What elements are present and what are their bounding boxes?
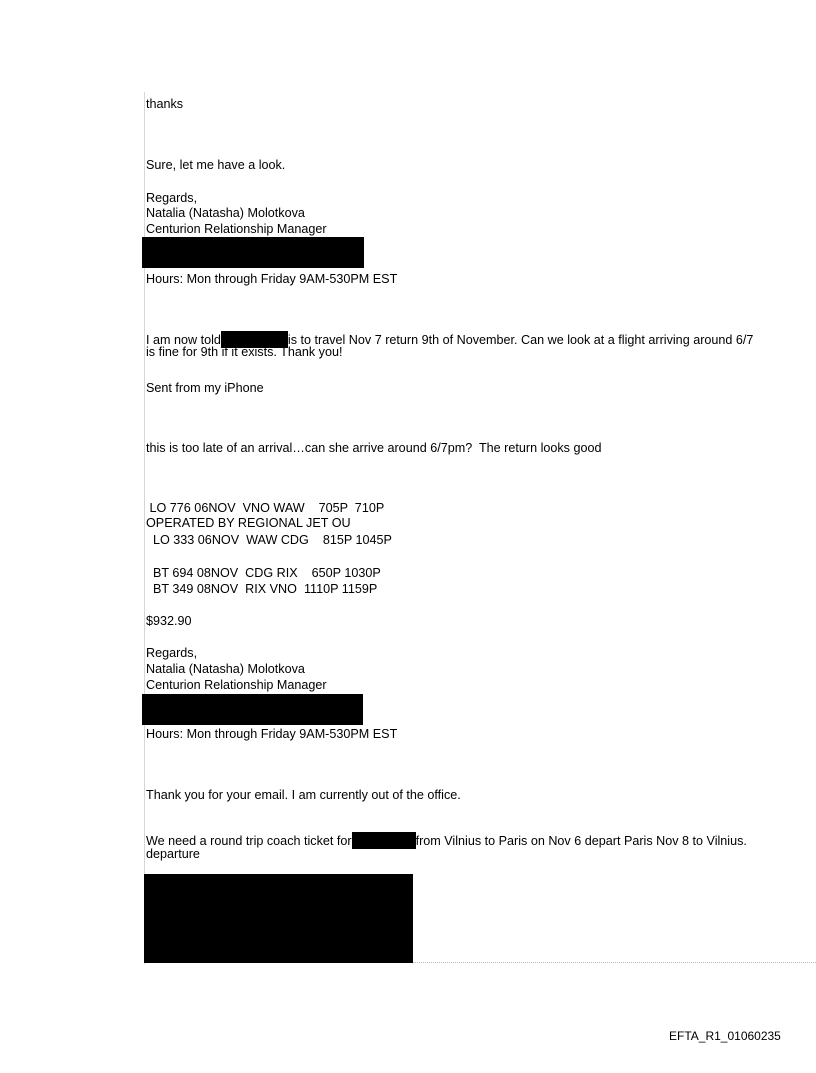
request-travel-pre: I am now told [146, 333, 221, 347]
quote-rule [144, 92, 145, 964]
request-travel-post: is to travel Nov 7 return 9th of November. Can we look at a flight arriving around 6/7 [287, 333, 754, 347]
signature-name: Natalia (Natasha) Molotkova [146, 206, 305, 220]
redaction-box-large [144, 874, 413, 963]
dotted-separator [413, 962, 816, 963]
signature-name: Natalia (Natasha) Molotkova [146, 662, 305, 676]
out-of-office-reply: Thank you for your email. I am currently out of the office. [146, 788, 461, 802]
reply-too-late: this is too late of an arrival…can she arrive around 6/7pm? The return looks good [146, 441, 602, 455]
fare-price: $932.90 [146, 614, 192, 628]
request-ticket-post: from Vilnius to Paris on Nov 6 depart Paris Nov 8 to Vilnius. [415, 834, 747, 848]
signature-regards: Regards, [146, 646, 198, 660]
itinerary-line: LO 776 06NOV VNO WAW 705P 710P [146, 501, 385, 515]
redaction-inline [352, 832, 416, 849]
sent-from-iphone: Sent from my iPhone [146, 381, 264, 395]
signature-hours: Hours: Mon through Friday 9AM-530PM EST [146, 727, 398, 741]
itinerary-line: LO 333 06NOV WAW CDG 815P 1045P [146, 533, 392, 547]
signature-regards: Regards, [146, 191, 198, 205]
request-ticket-line [146, 832, 747, 849]
signature-title: Centurion Relationship Manager [146, 678, 327, 692]
itinerary-line: BT 349 08NOV RIX VNO 1110P 1159P [146, 582, 378, 596]
redaction-box [142, 694, 363, 725]
itinerary-line: BT 694 08NOV CDG RIX 650P 1030P [146, 566, 381, 580]
reply-thanks: thanks [146, 97, 184, 111]
request-travel-line2: is fine for 9th if it exists. Thank you! [146, 345, 343, 359]
redaction-box [142, 237, 364, 268]
itinerary-line: OPERATED BY REGIONAL JET OU [146, 516, 351, 530]
request-ticket-pre: We need a round trip coach ticket for [146, 834, 352, 848]
signature-hours: Hours: Mon through Friday 9AM-530PM EST [146, 272, 398, 286]
reply-sure: Sure, let me have a look. [146, 158, 286, 172]
signature-title: Centurion Relationship Manager [146, 222, 327, 236]
request-ticket-line2: departure [146, 847, 200, 861]
document-id: EFTA_R1_01060235 [669, 1029, 781, 1043]
